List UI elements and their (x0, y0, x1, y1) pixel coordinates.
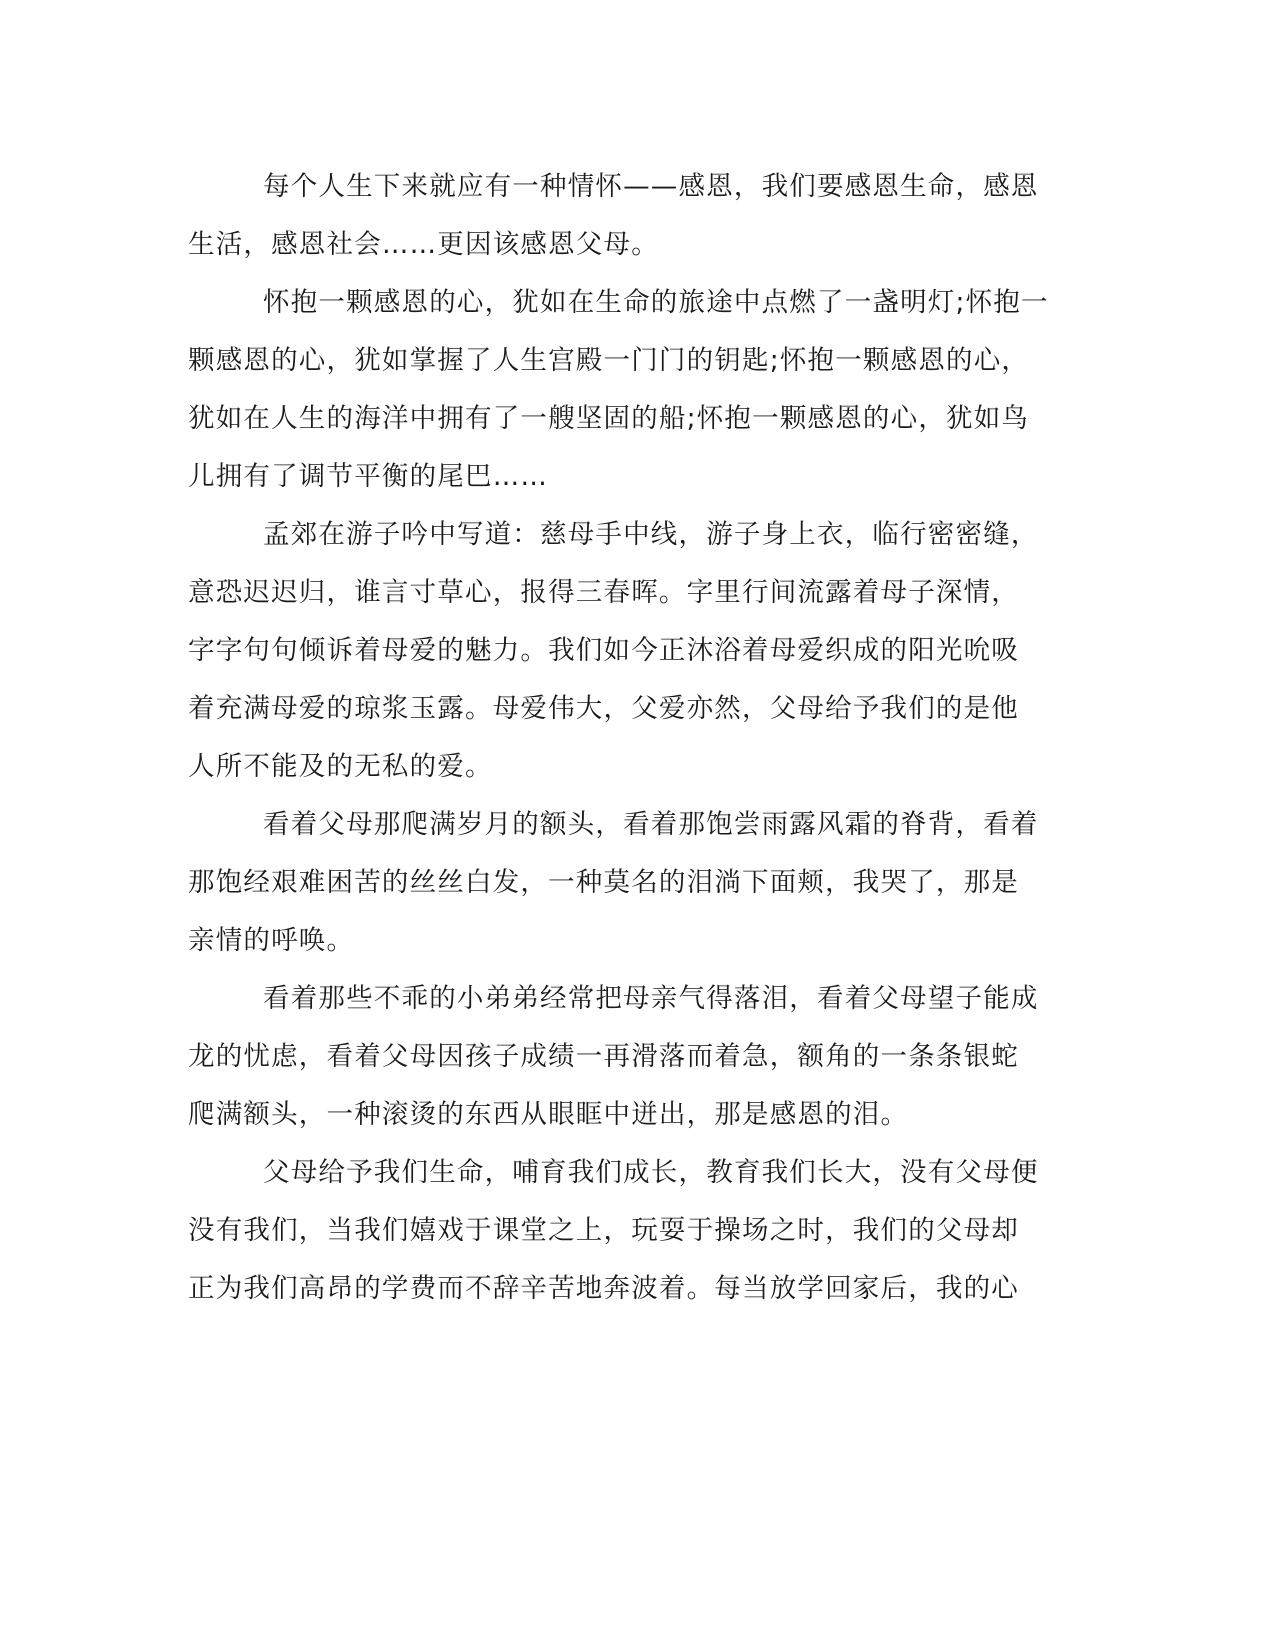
text-line: 人所不能及的无私的爱。 (188, 751, 493, 782)
paragraph-5 (188, 970, 1068, 1144)
text-line: 那饱经艰难困苦的丝丝白发，一种莫名的泪淌下面颊，我哭了，那是 (188, 867, 1019, 898)
paragraph-1 (188, 158, 1068, 274)
text-line: 生活，感恩社会……更因该感恩父母。 (188, 229, 659, 260)
text-line: 龙的忧虑，看着父母因孩子成绩一再滑落而着急，额角的一条条银蛇 (188, 1041, 1019, 1072)
paragraph-4 (188, 796, 1068, 970)
text-line: 意恐迟迟归，谁言寸草心，报得三春晖。字里行间流露着母子深情， (188, 577, 1019, 608)
text-line: 每个人生下来就应有一种情怀——感恩，我们要感恩生命，感恩 (263, 171, 1039, 202)
text-line: 儿拥有了调节平衡的尾巴…… (188, 461, 549, 492)
text-line: 正为我们高昂的学费而不辞辛苦地奔波着。每当放学回家后，我的心 (188, 1273, 1019, 1304)
paragraph-2 (188, 274, 1068, 506)
text-line: 爬满额头，一种滚烫的东西从眼眶中迸出，那是感恩的泪。 (188, 1099, 909, 1130)
paragraph-6 (188, 1144, 1068, 1318)
text-line: 颗感恩的心，犹如掌握了人生宫殿一门门的钥匙;怀抱一颗感恩的心， (188, 345, 1030, 376)
text-line: 看着那些不乖的小弟弟经常把母亲气得落泪，看着父母望子能成 (263, 983, 1039, 1014)
text-line: 怀抱一颗感恩的心，犹如在生命的旅途中点燃了一盏明灯;怀抱一 (263, 287, 1049, 318)
text-line: 没有我们，当我们嬉戏于课堂之上，玩耍于操场之时，我们的父母却 (188, 1215, 1019, 1246)
text-line: 看着父母那爬满岁月的额头，看着那饱尝雨露风霜的脊背，看着 (263, 809, 1039, 840)
text-line: 孟郊在游子吟中写道：慈母手中线，游子身上衣，临行密密缝， (263, 519, 1039, 550)
document-body (188, 158, 1068, 1318)
text-line: 亲情的呼唤。 (188, 925, 355, 956)
text-line: 着充满母爱的琼浆玉露。母爱伟大，父爱亦然，父母给予我们的是他 (188, 693, 1019, 724)
text-line: 犹如在人生的海洋中拥有了一艘坚固的船;怀抱一颗感恩的心，犹如鸟 (188, 403, 1030, 434)
paragraph-3 (188, 506, 1068, 796)
text-line: 字字句句倾诉着母爱的魅力。我们如今正沐浴着母爱织成的阳光吮吸 (188, 635, 1019, 666)
text-line: 父母给予我们生命，哺育我们成长，教育我们长大，没有父母便 (263, 1157, 1039, 1188)
